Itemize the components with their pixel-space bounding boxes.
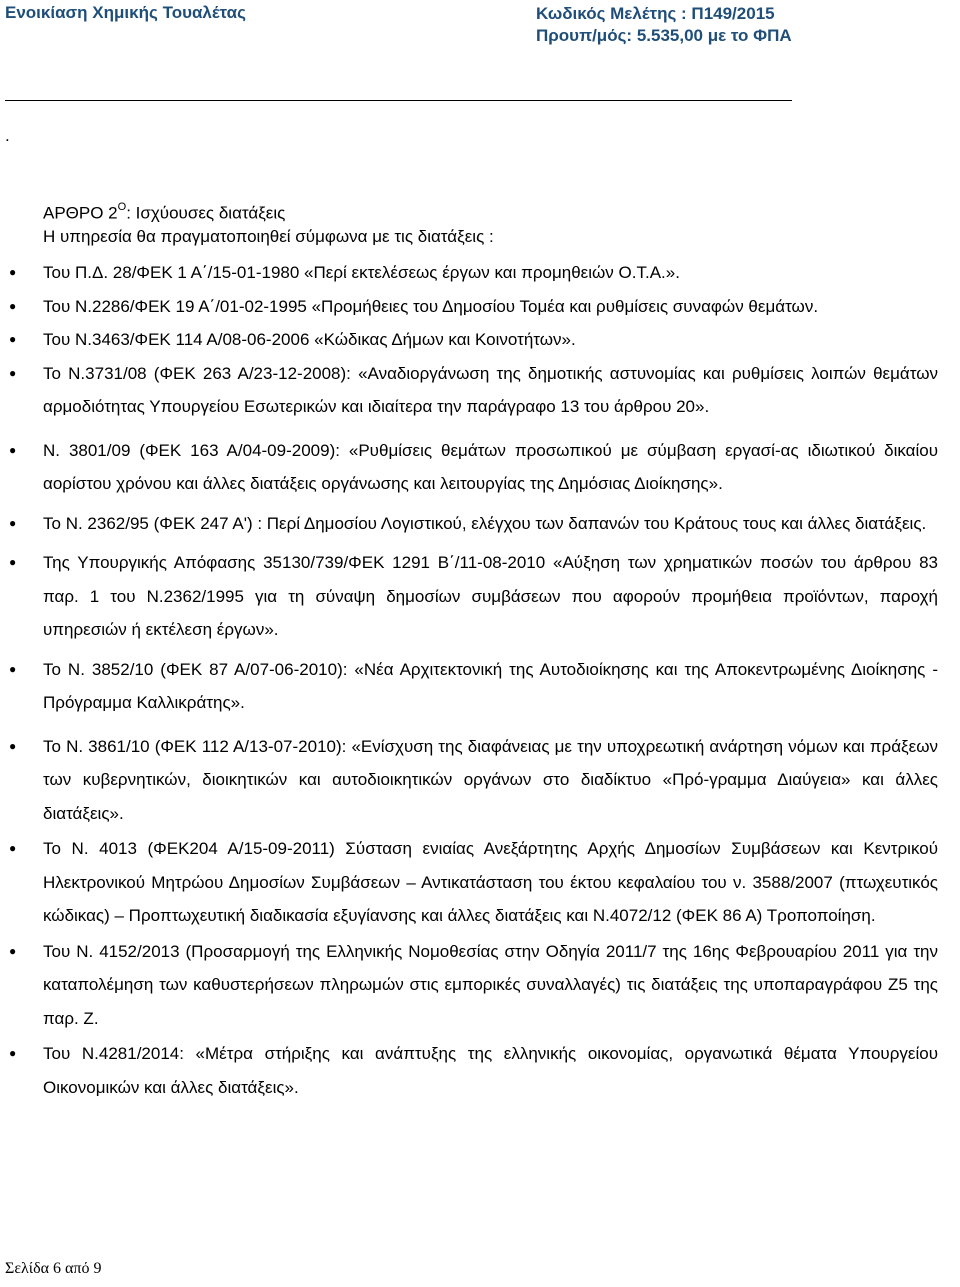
law-text: Το Ν. 3861/10 (ΦΕΚ 112 Α/13-07-2010): «Ενίσχυση της διαφάνειας με την υποχρεωτική ανάρτηση νόμων και πράξεων των κυβερνητικών, διοικητικών και αυτοδιοικητικών οργάνων στο διαδίκτυο «Πρό-γραμμα Διαύγεια» και άλλες διατάξεις». — [43, 736, 938, 823]
law-text: Του Ν.4281/2014: «Μέτρα στήριξης και ανάπτυξης της ελληνικής οικονομίας, οργανωτικά θέματα Υπουργείου Οικονομικών και άλλες διατάξεις». — [43, 1044, 938, 1097]
bullet-icon: ● — [9, 555, 17, 569]
law-text: Ν. 3801/09 (ΦΕΚ 163 Α/04-09-2009): «Ρυθμίσεις θεμάτων προσωπικού με σύμβαση εργασί-ας ιδιωτικού δικαίου αορίστου χρόνου και άλλες διατάξεις οργάνωσης και λειτουργίας της Δημόσιας Διοίκησης». — [43, 440, 938, 493]
law-text: Το Ν. 3852/10 (ΦΕΚ 87 Α/07-06-2010): «Νέα Αρχιτεκτονική της Αυτοδιοίκησης και της Αποκεντρωμένης Διοίκησης - Πρόγραμμα Καλλικράτης». — [43, 659, 938, 712]
article-superscript: Ο — [117, 201, 127, 213]
law-text: Το Ν. 4013 (ΦΕΚ204 Α/15-09-2011) Σύσταση ενιαίας Ανεξάρτητης Αρχής Δημοσίων Συμβάσεων και Κεντρικού Ηλεκτρονικού Μητρώου Δημοσίων Συμβάσεων – Αντικατάσταση του έκτου κεφαλαίου του ν. 3588/2007 (πτωχευτικός κώδικας) – Προπτωχευτική διαδικασία εξυγίανσης και άλλες διατάξεις και Ν.4072/12 (ΦΕΚ 86 Α) Τροποποίηση. — [43, 839, 938, 925]
list-item — [9, 832, 938, 933]
document-title: Ενοικίαση Χημικής Τουαλέτας — [5, 3, 246, 22]
study-code: Κωδικός Μελέτης : Π149/2015 — [536, 4, 775, 23]
list-item — [9, 290, 938, 324]
header-divider — [5, 100, 792, 101]
header-info — [536, 3, 792, 47]
article-prefix: ΑΡΘΡΟ 2 — [43, 203, 118, 223]
stray-dot: . — [5, 126, 10, 145]
bullet-icon: ● — [9, 738, 17, 753]
list-item — [9, 256, 938, 290]
law-text: Του Ν.2286/ΦΕΚ 19 Α΄/01-02-1995 «Προμήθειες του Δημοσίου Τομέα και ρυθμίσεις συναφών θεμάτων. — [43, 296, 819, 316]
bullet-icon: ● — [9, 1046, 17, 1060]
list-item — [9, 507, 938, 541]
article-body — [9, 196, 938, 1104]
law-text: Το Ν. 2362/95 (ΦΕΚ 247 Α') : Περί Δημοσίου Λογιστικού, ελέγχου των δαπανών του Κράτους τους και άλλες διατάξεις. — [43, 513, 927, 533]
article-suffix: : Ισχύουσες διατάξεις — [126, 203, 286, 223]
bullet-icon: ● — [9, 265, 17, 279]
list-item — [9, 730, 938, 831]
bullet-icon: ● — [9, 661, 17, 676]
bullet-icon: ● — [9, 841, 17, 855]
law-list — [9, 256, 938, 1104]
budget: Προυπ/μός: 5.535,00 με το ΦΠΑ — [536, 26, 792, 45]
bullet-icon: ● — [9, 442, 17, 457]
list-item — [9, 653, 938, 720]
article-intro: Η υπηρεσία θα πραγματοποιηθεί σύμφωνα με τις διατάξεις : — [43, 227, 494, 246]
article-heading — [43, 196, 938, 224]
list-item — [9, 935, 938, 1036]
page-header — [0, 0, 960, 80]
list-item — [9, 1037, 938, 1104]
page-number: Σελίδα 6 από 9 — [5, 1260, 102, 1277]
law-text: Το Ν.3731/08 (ΦΕΚ 263 Α/23-12-2008): «Αναδιοργάνωση της δημοτικής αστυνομίας και ρυθμίσεις λοιπών θεμάτων αρμοδιότητας Υπουργείου Εσωτερικών και ιδιαίτερα την παράγραφο 13 του άρθρου 20». — [43, 363, 938, 416]
list-item — [9, 546, 938, 647]
law-text: Της Υπουργικής Απόφασης 35130/739/ΦΕΚ 1291 Β΄/11-08-2010 «Αύξηση των χρηματικών ποσών του άρθρου 83 παρ. 1 του Ν.2362/1995 για τη σύναψη δημοσίων συμβάσεων που αφορούν προμήθεια προϊόντων, παροχή υπηρεσιών ή εκτέλεση έργων». — [43, 553, 938, 639]
law-text: Του Ν. 4152/2013 (Προσαρμογή της Ελληνικής Νομοθεσίας στην Οδηγία 2011/7 της 16ης Φεβρουαρίου 2011 για την καταπολέμηση των καθυστερήσεων πληρωμών στις εμπορικές συναλλαγές) τις διατάξεις της υποπαραγράφου Ζ5 της παρ. Ζ. — [43, 941, 938, 1028]
law-text: Του Π.Δ. 28/ΦΕΚ 1 Α΄/15-01-1980 «Περί εκτελέσεως έργων και προμηθειών Ο.Τ.Α.». — [43, 263, 680, 282]
bullet-icon: ● — [9, 365, 17, 380]
bullet-icon: ● — [9, 515, 17, 530]
law-text: Του Ν.3463/ΦΕΚ 114 Α/08-06-2006 «Κώδικας Δήμων και Κοινοτήτων». — [43, 330, 576, 349]
list-item — [9, 357, 938, 424]
bullet-icon: ● — [9, 298, 17, 313]
bullet-icon: ● — [9, 943, 17, 958]
bullet-icon: ● — [9, 332, 17, 346]
list-item — [9, 323, 938, 357]
list-item — [9, 434, 938, 501]
